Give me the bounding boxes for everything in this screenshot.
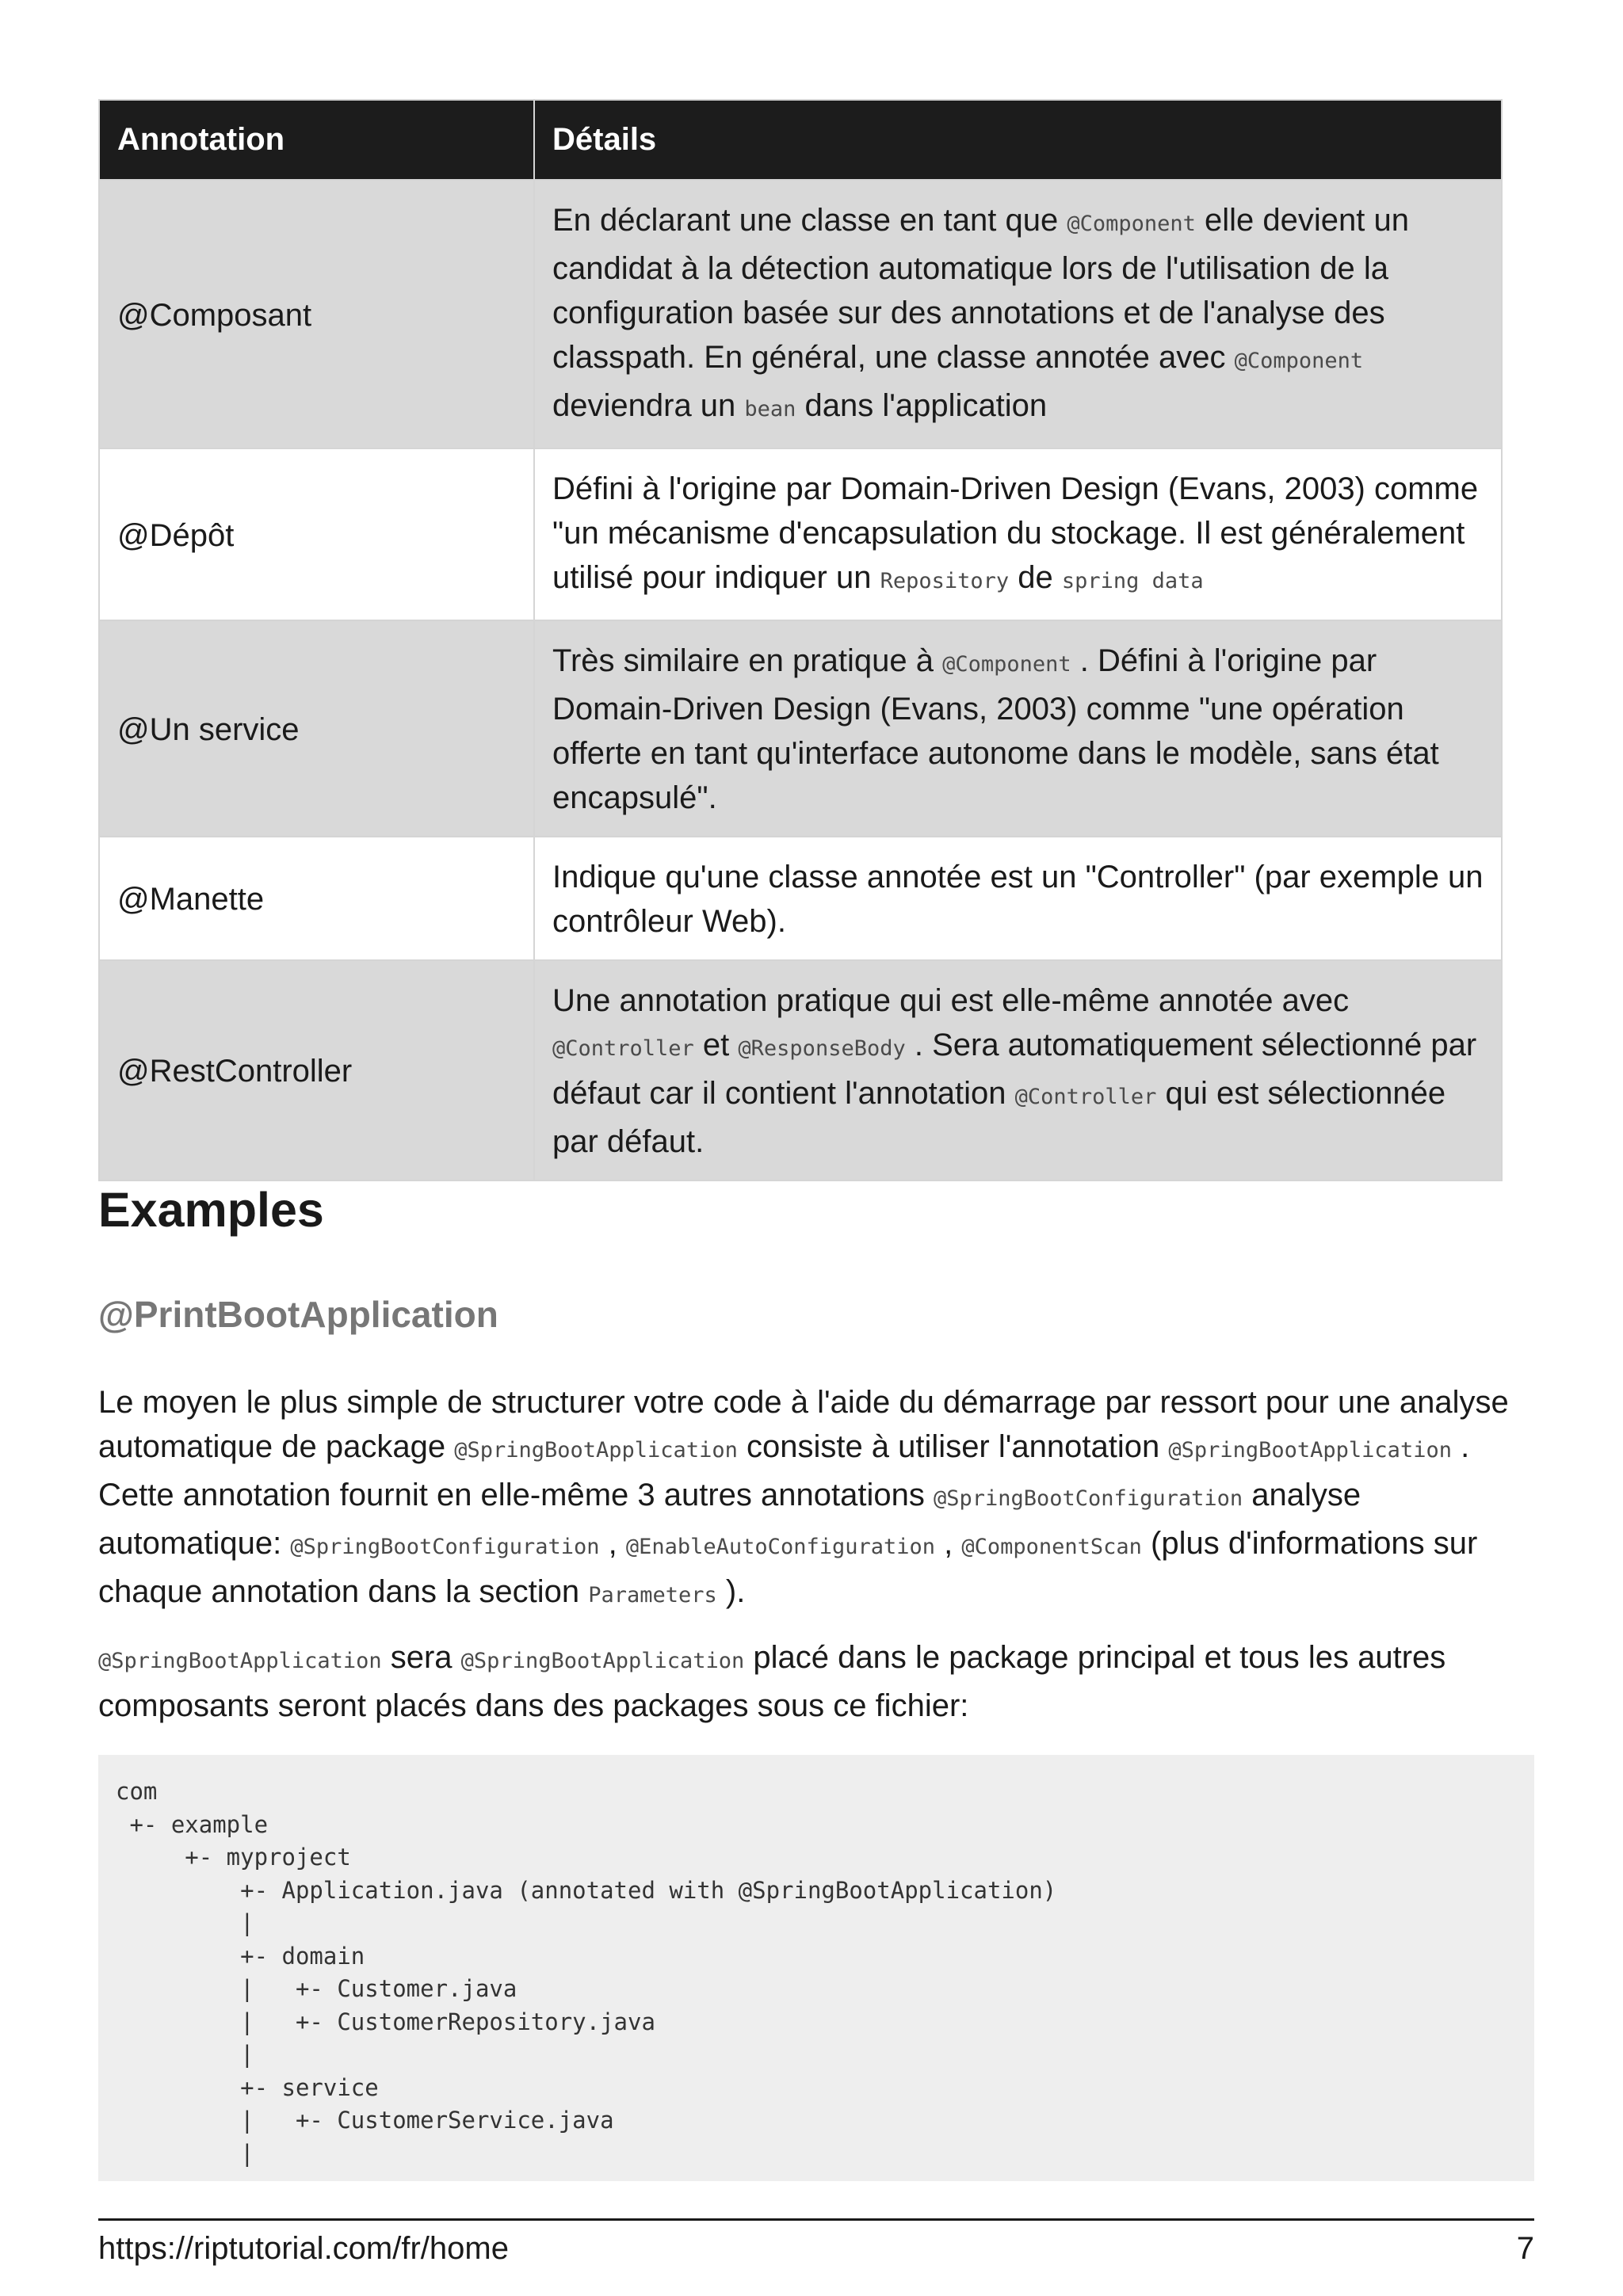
text-run: Le moyen le plus simple de structurer votre code à l'aide du démarrage par ressort pour une analyse automatique de package (98, 1385, 1509, 1464)
table-row (99, 448, 1502, 620)
annotations-table (98, 99, 1503, 1181)
text-run: , (599, 1526, 626, 1561)
text-run: Défini à l'origine par Domain-Driven Design (Evans, 2003) comme "un mécanisme d'encapsulation du stockage. Il est généralement utilisé pour indiquer un (552, 471, 1479, 595)
inline-code: @SpringBootConfiguration (290, 1535, 600, 1559)
annotation-details-cell (534, 620, 1502, 837)
subsection-heading: @PrintBootApplication (98, 1294, 498, 1335)
text-run: consiste à utiliser l'annotation (737, 1429, 1169, 1464)
inline-code: bean (744, 397, 796, 421)
annotation-name-cell: @RestController (99, 960, 534, 1180)
inline-code: @Component (942, 652, 1071, 677)
inline-code: @EnableAutoConfiguration (625, 1535, 936, 1559)
annotation-name-cell: @Composant (99, 180, 534, 448)
text-run: . Défini à l'origine par Domain-Driven Design (Evans, 2003) comme "une opération offerte en tant qu'interface autonome dans le modèle, sans état encapsulé". (552, 643, 1439, 815)
text-run: ). (716, 1574, 746, 1609)
text-run: . Sera automatiquement sélectionné par défaut car il contient l'annotation (552, 1028, 1477, 1111)
footer-divider (98, 2218, 1534, 2221)
text-run: sera (381, 1640, 461, 1675)
text-run: (plus d'informations sur chaque annotation dans la section (98, 1526, 1478, 1609)
table-row (99, 960, 1502, 1180)
table-row (99, 837, 1502, 960)
text-run: de (1009, 560, 1062, 595)
annotation-name-cell: @Manette (99, 837, 534, 960)
inline-code: Repository (880, 569, 1010, 593)
inline-code: spring data (1061, 569, 1204, 593)
text-run: En déclarant une classe en tant que (552, 203, 1067, 238)
code-block-text: com +- example +- myproject +- Application.java (annotated with @SpringBootApplication) | +- domain | +- Customer.java | +- CustomerRepository.java | +- service | +- CustomerService.java | (116, 1778, 1057, 2167)
inline-code: @SpringBootApplication (460, 1649, 745, 1673)
text-run: dans l'application (796, 388, 1048, 423)
inline-code: @ResponseBody (738, 1036, 906, 1061)
inline-code: Parameters (588, 1583, 717, 1608)
annotation-name-cell: @Dépôt (99, 448, 534, 620)
annotation-details-cell (534, 180, 1502, 448)
text-run: Une annotation pratique qui est elle-même annotée avec (552, 983, 1350, 1018)
text-run: Très similaire en pratique à (552, 643, 943, 678)
footer-url: https://riptutorial.com/fr/home (98, 2231, 509, 2266)
column-header-details: Détails (534, 100, 1502, 180)
annotation-details-cell (534, 960, 1502, 1180)
inline-code: @Controller (552, 1036, 694, 1061)
text-run: elle devient un candidat à la détection automatique lors de l'utilisation de la configuration basée sur des annotations et de l'analyse des classpath. En général, une classe annotée avec (552, 203, 1409, 375)
annotation-name-cell: @Un service (99, 620, 534, 837)
page-number: 7 (1516, 2231, 1534, 2266)
table-row (99, 620, 1502, 837)
inline-code: @SpringBootApplication (1168, 1438, 1452, 1463)
table-row (99, 180, 1502, 448)
inline-code: @SpringBootConfiguration (933, 1486, 1243, 1511)
text-run: placé dans le package principal et tous les autres composants seront placés dans des packages sous ce fichier: (98, 1640, 1446, 1723)
annotation-details-cell (534, 837, 1502, 960)
text-run: qui est sélectionnée par défaut. (552, 1076, 1446, 1159)
inline-code: @SpringBootApplication (454, 1438, 738, 1463)
inline-code: @Component (1067, 212, 1196, 236)
inline-code: @Component (1234, 349, 1364, 373)
text-run: analyse automatique: (98, 1478, 1361, 1561)
text-run: et (693, 1028, 739, 1062)
annotation-details-cell (534, 448, 1502, 620)
column-header-annotation: Annotation (99, 100, 534, 180)
inline-code: @SpringBootApplication (98, 1649, 382, 1673)
text-run: deviendra un (552, 388, 745, 423)
inline-code: @Controller (1014, 1085, 1157, 1109)
paragraph-package (98, 1635, 1525, 1728)
inline-code: @ComponentScan (961, 1535, 1142, 1559)
text-run: . Cette annotation fournit en elle-même 3 autres annotations (98, 1429, 1470, 1512)
paragraph-intro (98, 1380, 1525, 1618)
section-heading-examples: Examples (98, 1183, 324, 1237)
text-run: Indique qu'une classe annotée est un "Controller" (par exemple un contrôleur Web). (552, 860, 1484, 939)
table-header-row (99, 100, 1502, 180)
code-block (98, 1755, 1534, 2181)
text-run: , (935, 1526, 962, 1561)
